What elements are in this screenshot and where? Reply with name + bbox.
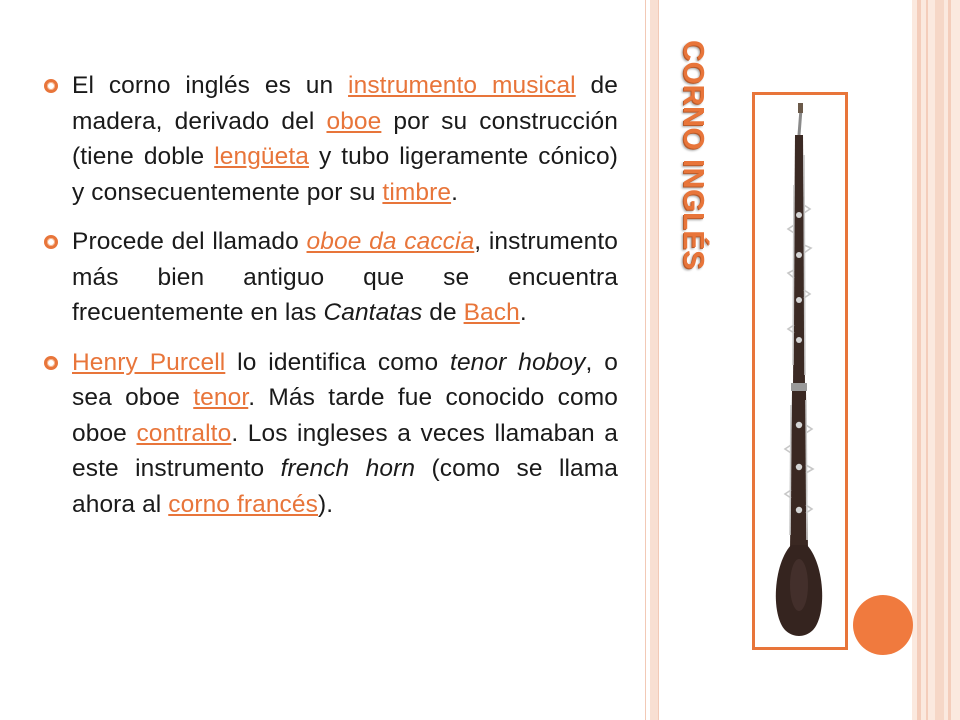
- bullet-paragraph: [40, 224, 618, 331]
- hyperlink[interactable]: timbre: [382, 178, 452, 206]
- bell-highlight: [790, 559, 808, 611]
- joint-ring: [791, 383, 807, 391]
- paragraph-text: , o sea oboe: [72, 348, 618, 411]
- hyperlink[interactable]: corno francés: [168, 490, 318, 518]
- decorative-stripe: [658, 0, 659, 720]
- bullet-icon: [44, 235, 58, 249]
- hyperlink[interactable]: tenor: [193, 384, 249, 411]
- paragraph-text: El: [72, 72, 109, 99]
- slide-title-container: [673, 40, 709, 300]
- decorative-stripe: [948, 0, 951, 720]
- italic-text: Cantatas: [323, 299, 423, 326]
- hyperlink[interactable]: contralto: [136, 419, 232, 447]
- lower-joint: [790, 391, 808, 550]
- paragraph-text: y tubo ligeramente cónico) y consecuentemente por su: [72, 143, 618, 206]
- bullet-paragraph: [40, 68, 618, 210]
- decorative-stripe: [926, 0, 928, 720]
- hyperlink[interactable]: oboe: [326, 107, 382, 135]
- slide-title: CORNO INGLÉS: [677, 40, 709, 270]
- paragraph-text: por su construcción (tiene doble: [72, 107, 619, 170]
- decorative-stripe: [645, 0, 646, 720]
- decorative-stripe: [935, 0, 944, 720]
- slide-body: [40, 68, 618, 536]
- italic-text: french horn: [280, 455, 416, 482]
- paragraph-text: Procede del llamado: [72, 228, 307, 255]
- decorative-circle: [853, 595, 913, 655]
- paragraph-text: , instrumento más bien antiguo que se encuentra frecuentemente en las: [72, 228, 618, 326]
- paragraph-text: . Más tarde fue conocido como oboe: [72, 384, 618, 447]
- paragraph-text: de madera, derivado del: [72, 72, 618, 135]
- decorative-stripe: [917, 0, 921, 720]
- instrument-photo: [752, 92, 848, 650]
- paragraph-text: (como se llama ahora al: [72, 455, 618, 518]
- paragraph-text: de: [422, 299, 464, 326]
- paragraph-text: .: [451, 178, 458, 206]
- paragraph-text: lo identifica como: [225, 348, 451, 376]
- bullet-icon: [44, 79, 58, 93]
- italic-text: tenor hoboy: [450, 348, 586, 376]
- decorative-stripe: [650, 0, 658, 720]
- paragraph-text: corno inglés: [108, 72, 251, 99]
- hyperlink[interactable]: oboe da caccia: [306, 228, 475, 255]
- hyperlink[interactable]: instrumento musical: [348, 72, 576, 99]
- paragraph-text: .: [519, 299, 527, 326]
- english-horn-illustration: [755, 95, 845, 647]
- paragraph-text: . Los ingleses a veces llamaban a este instrumento: [72, 419, 619, 482]
- bullet-paragraph: [40, 345, 618, 523]
- hyperlink[interactable]: Bach: [463, 299, 520, 326]
- bullet-icon: [44, 356, 58, 370]
- reed: [798, 103, 803, 113]
- paragraph-text: ).: [318, 490, 334, 518]
- upper-joint: [793, 135, 805, 385]
- hyperlink[interactable]: lengüeta: [214, 143, 310, 170]
- paragraph-text: es un: [250, 72, 349, 99]
- hyperlink[interactable]: Henry Purcell: [72, 348, 226, 376]
